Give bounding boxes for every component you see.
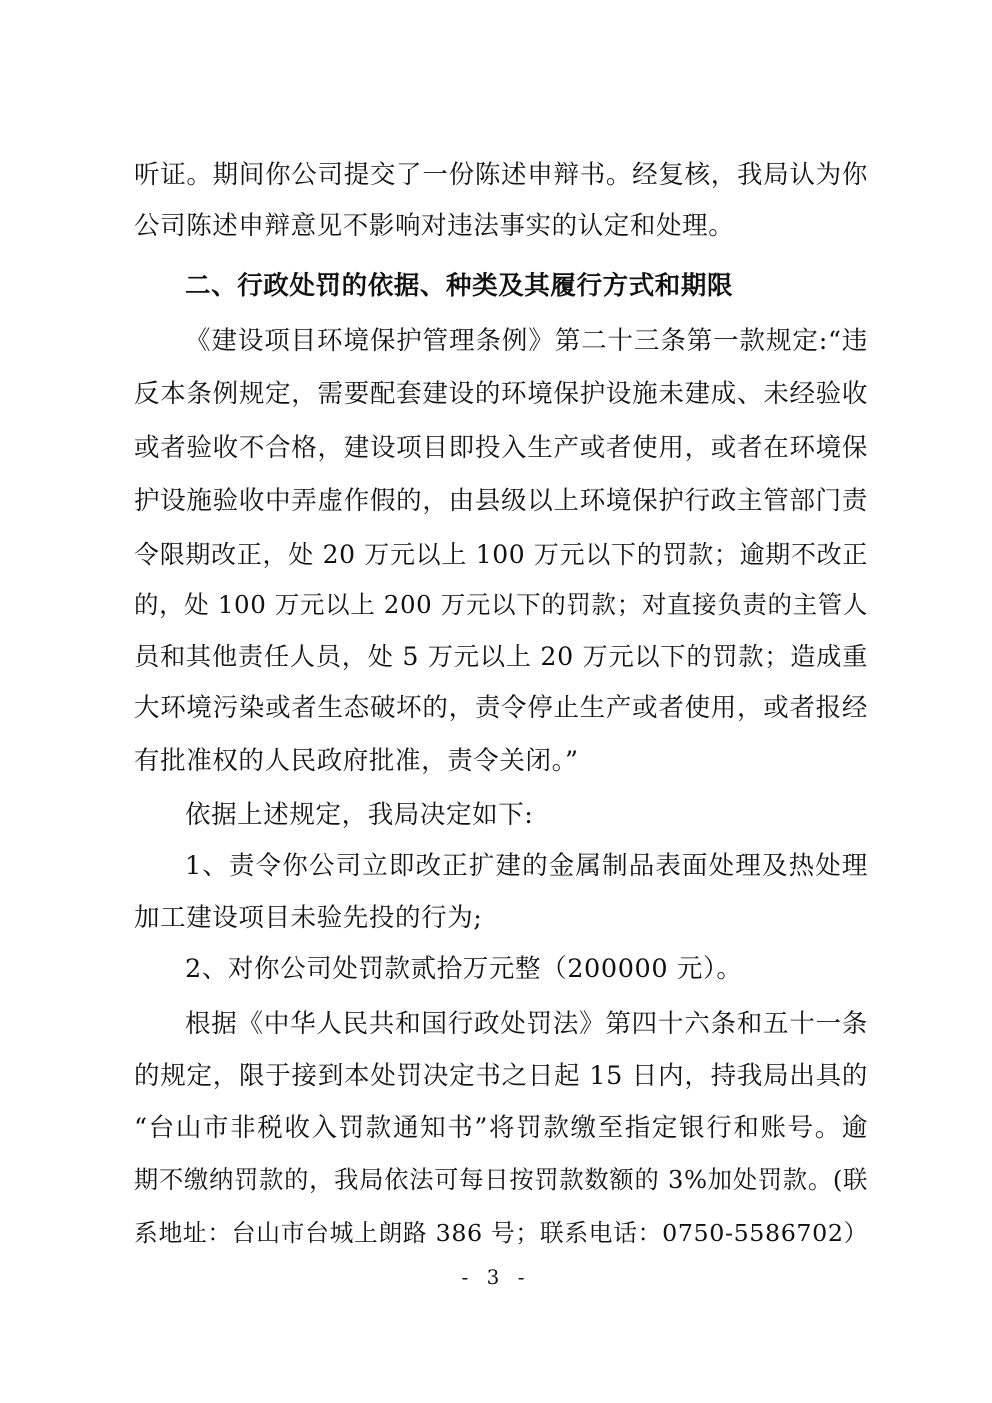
paragraph-line-19: “台山市非税收入罚款通知书”将罚款缴至指定银行和账号。逾 — [134, 1113, 868, 1143]
paragraph-line-5: 反本条例规定，需要配套建设的环境保护设施未建成、未经验收 — [134, 379, 868, 409]
paragraph-line-11: 大环境污染或者生态破坏的，责令停止生产或者使用，或者报经 — [134, 693, 868, 723]
paragraph-line-1: 听证。期间你公司提交了一份陈述申辩书。经复核，我局认为你 — [134, 160, 868, 190]
page-number: - 3 - — [461, 1265, 531, 1289]
paragraph-line-21: 系地址：台山市台城上朗路 386 号；联系电话：0750-5586702） — [134, 1219, 868, 1247]
paragraph-line-4: 《建设项目环境保护管理条例》第二十三条第一款规定:“违 — [185, 326, 868, 356]
paragraph-line-20: 期不缴纳罚款的，我局依法可每日按罚款数额的 3%加处罚款。(联 — [134, 1165, 868, 1194]
paragraph-line-6: 或者验收不合格，建设项目即投入生产或者使用，或者在环境保 — [134, 433, 868, 463]
paragraph-line-7: 护设施验收中弄虚作假的，由县级以上环境保护行政主管部门责 — [134, 486, 868, 516]
section-heading: 二、行政处罚的依据、种类及其履行方式和期限 — [185, 271, 734, 301]
paragraph-line-18: 的规定，限于接到本处罚决定书之日起 15 日内，持我局出具的 — [134, 1061, 868, 1091]
paragraph-line-14: 1、责令你公司立即改正扩建的金属制品表面处理及热处理 — [185, 851, 868, 881]
paragraph-line-2: 公司陈述申辩意见不影响对违法事实的认定和处理。 — [134, 211, 735, 241]
paragraph-line-9: 的，处 100 万元以上 200 万元以下的罚款；对直接负责的主管人 — [134, 590, 868, 619]
paragraph-line-8: 令限期改正，处 20 万元以上 100 万元以下的罚款；逾期不改正 — [134, 540, 868, 569]
paragraph-line-10: 员和其他责任人员，处 5 万元以上 20 万元以下的罚款；造成重 — [134, 642, 868, 671]
paragraph-line-12: 有批准权的人民政府批准，责令关闭。” — [134, 746, 579, 776]
paragraph-line-13: 依据上述规定，我局决定如下: — [185, 800, 534, 830]
paragraph-line-15: 加工建设项目未验先投的行为; — [134, 903, 483, 933]
paragraph-line-17: 根据《中华人民共和国行政处罚法》第四十六条和五十一条 — [185, 1009, 868, 1039]
paragraph-line-16: 2、对你公司处罚款贰拾万元整（200000 元）。 — [185, 954, 743, 984]
